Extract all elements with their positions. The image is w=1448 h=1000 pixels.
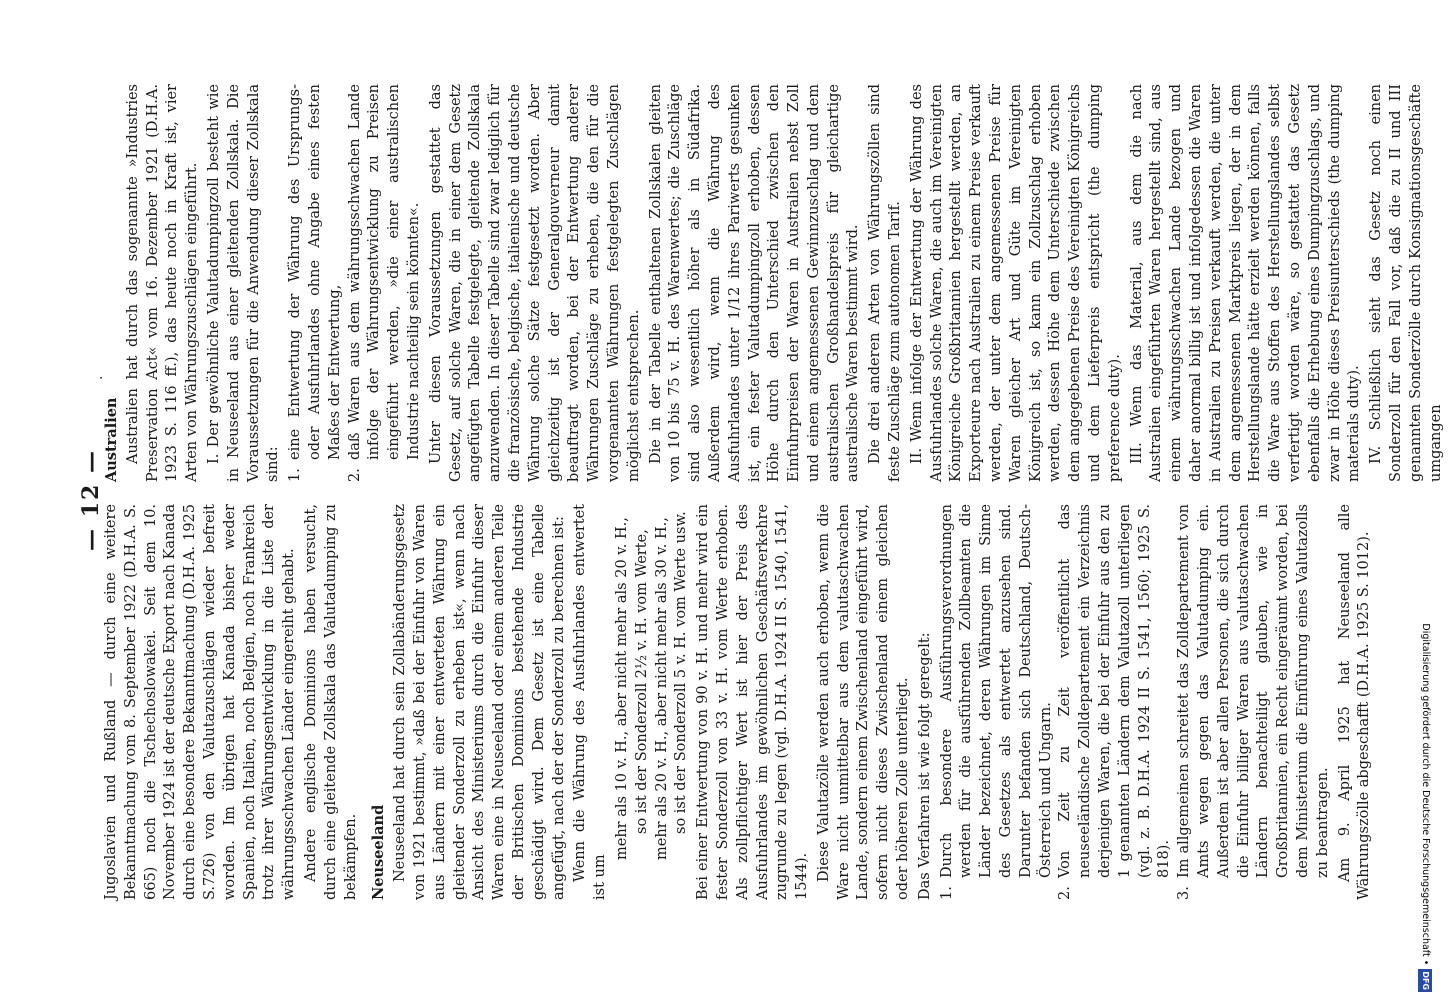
paragraph: Die in der Tabelle enthaltenen Zollskalen gleiten von 10 bis 75 v. H. des Warenwertes; die Zuschläge sind also wesentlich höher als in Südafrika. Außerdem wird, wenn die Währung des Ausfuhrlandes unter 1/12 ihres Pariwerts gesunken ist, ein fester Valutadumpingzoll erhoben, dessen Höhe durch den Unterschied zwischen den Einfuhrpreisen der Waren in Australien nebst Zoll und einem angemessenen Gewinnzuschlag und dem australischen Großhandelspreis für gleichartige australische Waren bestimmt wird. (647, 84, 862, 482)
procedure-list (938, 504, 1334, 900)
tariff-table (613, 504, 692, 900)
stray-dot: . (90, 375, 106, 380)
dfg-logo: DFG (1418, 969, 1432, 992)
right-column (102, 84, 1448, 482)
list-item: 2. daß Waren aus dem währungsschwachen Lande infolge der Währungsentwicklung zu Preisen eingeführt werden, »die einer australischen Industrie nachteilig sein könnten«. (346, 84, 422, 482)
paragraph: Neuseeland hat durch sein Zollabänderungsgesetz von 1921 bestimmt, »daß bei der Einfuhr von Waren aus Ländern mit einer entwerteten Währung ein gleitender Sonderzoll zu erheben ist«, wenn nach Ansicht des Ministeriums durch die Einfuhr dieser Waren eine in Neuseeland oder einem anderen Teile der Britischen Dominions bestehende Industrie geschädigt wird. Dem Gesetz ist eine Tabelle angefügt, nach der der Sonderzoll zu berechnen ist: (392, 504, 567, 900)
list-item: 1. eine Entwertung der Währung des Ursprungs- oder Ausfuhrlandes ohne Angabe eines festen Maßes der Entwertung, (287, 84, 343, 482)
list-item: 1. Durch besondere Ausführungsverordnungen werden für die ausführenden Zollbeamten die Länder bezeichnet, deren Währungen im Sinne des Gesetzes als entwertet anzusehen sind. Darunter befanden sich Deutschland, Deutsch-Österreich und Ungarn. (938, 504, 1054, 900)
digitization-credit-margin (1418, 8, 1432, 992)
paragraph: Diese Valutazölle werden auch erhoben, wenn die Ware nicht unmittelbar aus dem valutaschwachen Lande, sondern einem Zwischenland eingeführt wird, sofern nicht dieses Zwischenland einem gleichen oder höheren Zolle unterliegt. (815, 504, 912, 900)
section-heading-australien: Australien (103, 397, 120, 482)
paragraph: I. Der gewöhnliche Valutadumpingzoll besteht wie in Neuseeland aus einer gleitenden Zollskala. Die Voraussetzungen für die Anwendung dieser Zollskala sind: (205, 84, 282, 482)
list-item-text: Von Zeit zu Zeit veröffentlicht das neuseeländische Zolldepartement ein Verzeichnis derjenigen Waren, die bei der Einfuhr aus den zu 1 genannten Ländern dem Valutazoll unterliegen (vgl. z. B. D.H.A. 1924 II S. 1541, 1560; 1925 S. 818). (1057, 504, 1173, 878)
tariff-row-result: so ist der Sonderzoll 2½ v. H. vom Werte, (633, 529, 650, 834)
paragraph: Bei einer Entwertung von 90 v. H. und mehr wird ein fester Sonderzoll von 33 v. H. vom Werte erhoben. Als zollpflichtiger Wert ist hier der Preis des Ausfuhrlandes im gewöhnlichen Geschäftsverkehre zugrunde zu legen (vgl. D.H.A. 1924 II S. 1540, 1541, 1544). (695, 504, 811, 900)
tariff-row-result: so ist der Sonderzoll 5 v. H. vom Werte usw. (673, 511, 690, 834)
paragraph: Am 9. April 1925 hat Neuseeland alle Währungszölle abgeschafft (D.H.A. 1925 S. 1012). (1336, 504, 1373, 900)
list-item: 3. Im allgemeinen schreitet das Zolldepartement von Amts wegen gegen das Valutadumping ein. Außerdem ist aber allen Personen, die sich durch die Einfuhr billiger Waren aus valutaschwachen Ländern benachteiligt glauben, wie in Großbritannien, ein Recht eingeräumt worden, bei dem Ministerium die Einführung eines Valutazolls zu beantragen. (1176, 504, 1331, 900)
list-item: 2. Von Zeit zu Zeit veröffentlicht das neuseeländische Zolldepartement ein Verzeichnis derjenigen Waren, die bei der Einfuhr aus den zu 1 genannten Ländern dem Valutazoll unterliegen (vgl. z. B. D.H.A. 1924 II S. 1541, 1560; 1925 S. 818). (1057, 504, 1173, 900)
list-item-text: Durch besondere Ausführungsverordnungen werden für die ausführenden Zollbeamten die Länder bezeichnet, deren Währungen im Sinne des Gesetzes als entwertet anzusehen sind. Darunter befanden sich Deutschland, Deutsch-Österreich und Ungarn. (938, 504, 1054, 878)
list-item-text: Im allgemeinen schreitet das Zolldepartement von Amts wegen gegen das Valutadumping ein. Außerdem ist aber allen Personen, die sich durch die Einfuhr billiger Waren aus valutaschwachen Ländern benachteiligt glauben, wie in Großbritannien, ein Recht eingeräumt worden, bei dem Ministerium die Einführung eines Valutazolls zu beantragen. (1176, 504, 1331, 878)
paragraph: Die drei anderen Arten von Währungszöllen sind feste Zuschläge zum autonomen Tarif. (867, 84, 904, 482)
tariff-row: mehr als 20 v. H., aber nicht mehr als 30 v. H., (653, 517, 670, 860)
paragraph: Australien hat durch das sogenannte »Industries Preservation Act« vom 16. Dezember 1921 (D.H.A. 1923 S. 116 ff.), das heute noch in Kraft ist, vier Arten von Währungszuschlägen eingeführt. (124, 84, 201, 482)
paragraph: Andere englische Dominions haben versucht, durch eine gleitende Zollskala das Valutadumping zu bekämpfen. (302, 504, 359, 900)
paragraph: Jugoslavien und Rußland — durch eine weitere Bekanntmachung vom 8. September 1922 (D.H.A. S. 665) noch die Tschechoslowakei. Seit dem 10. November 1924 ist der deutsche Export nach Kanada durch eine besondere Bekanntmachung (D.H.A. 1925 S.726) von den Valutazuschlägen wieder befreit worden. Im übrigen hat Kanada bisher weder Spanien, noch Italien, noch Belgien, noch Frankreich trotz ihrer Währungsentwicklung in die Liste der währungsschwachen Länder eingereiht gehabt. (103, 504, 298, 900)
credit-text: Digitalisierung gefördert durch die Deutsche Forschungsgemeinschaft • (1420, 623, 1431, 966)
list-item-text: daß Waren aus dem währungsschwachen Lande infolge der Währungsentwicklung zu Preisen eingeführt werden, »die einer australischen Industrie nachteilig sein könnten«. (346, 84, 422, 460)
tariff-row: mehr als 10 v. H., aber nicht mehr als 20 v. H., (613, 517, 630, 860)
paragraph: Wenn die Währung des Ausfuhrlandes entwertet ist um (572, 504, 609, 900)
page-number-header: — 12 — (78, 449, 104, 551)
list-item-text: eine Entwertung der Währung des Ursprungs- oder Ausfuhrlandes ohne Angabe eines festen Maßes der Entwertung, (287, 84, 343, 460)
credit-line (1418, 8, 1432, 992)
paragraph: II. Wenn infolge der Entwertung der Währung des Ausfuhrlandes solche Waren, die auch im Vereinigten Königreiche Großbritannien hergestellt werden, an Exporteure nach Australien zu einem Preise verkauft werden, der unter dem angemessenen Preise für Waren gleicher Art und Güte im Vereinigten Königreich ist, so kann ein Zollzuschlag erhoben werden, dessen Höhe dem Unterschiede zwischen dem angegebenen Preise des Vereinigten Königreichs und dem Lieferpreis entspricht (the dumping preference duty). (908, 84, 1123, 482)
conditions-list (286, 84, 425, 482)
paragraph: IV. Schließlich sieht das Gesetz noch einen Sonderzoll für den Fall vor, daß die zu II und III genannten Sonderzölle durch Konsignationsgeschäfte umgangen (1368, 84, 1444, 482)
paragraph: Das Verfahren ist wie folgt geregelt: (916, 632, 933, 900)
paragraph: Unter diesen Voraussetzungen gestattet das Gesetz, auf solche Waren, die in einer dem Gesetz angefügten Tabelle festgelegte, gleitende Zollskala anzuwenden. In dieser Tabelle sind zwar lediglich für die französische, belgische, italienische und deutsche Währung solche Sätze festgesetzt worden. Aber gleichzeitig ist der Generalgouverneur damit beauftragt worden, bei der Entwertung anderer Währungen Zuschläge zu erheben, die den für die vorgenannten Währungen festgelegten Zuschlägen möglichst entsprechen. (427, 84, 642, 482)
left-column (102, 504, 1377, 900)
paragraph: III. Wenn das Material, aus dem die nach Australien eingeführten Waren hergestellt sind, aus einem währungsschwachen Lande bezogen und daher anormal billig ist und infolgedessen die Waren in Australien zu Preisen verkauft werden, die unter dem angemessenen Marktpreis liegen, der in dem Herstellungslande hätte erzielt werden können, falls die Ware aus Stoffen des Herstellungslandes selbst verfertigt worden wäre, so gestattet das Gesetz ebenfalls die Erhebung eines Dumpingzuschlags, und zwar in Höhe dieses Preisunterschieds (the dumping materials duty). (1128, 84, 1363, 482)
section-heading-neuseeland: Neuseeland (370, 804, 388, 900)
